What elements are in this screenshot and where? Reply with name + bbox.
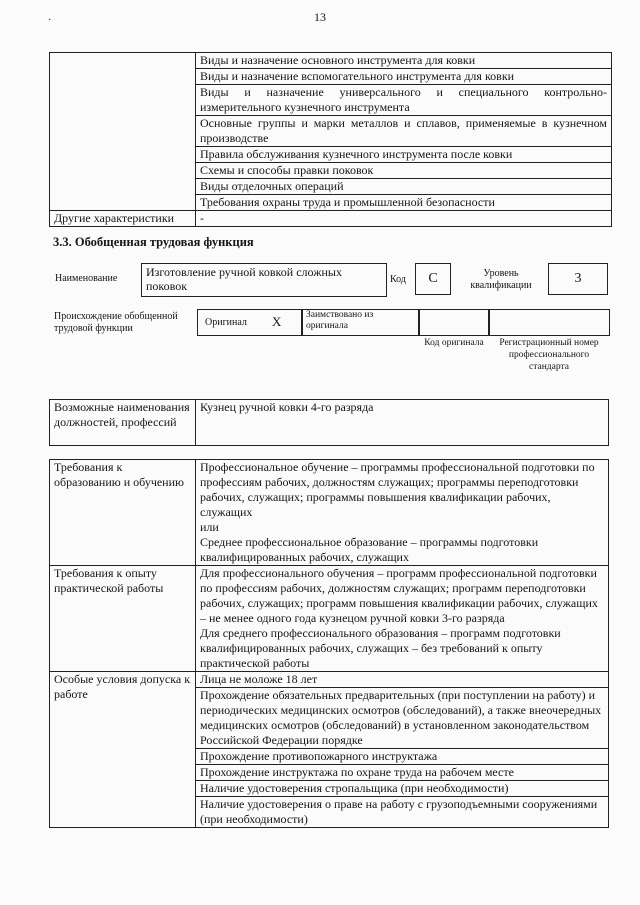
- list-item: Виды отделочных операций: [196, 179, 612, 195]
- reg-number-cell: [488, 309, 610, 336]
- positions-table: [49, 399, 609, 446]
- experience-label: Требования к опыту практической работы: [50, 566, 196, 672]
- list-item: Виды и назначение вспомогательного инструмента для ковки: [196, 69, 612, 85]
- list-item: Прохождение противопожарного инструктажа: [196, 749, 609, 765]
- list-item: Виды и назначение основного инструмента для ковки: [196, 53, 612, 69]
- original-cell: [197, 309, 303, 336]
- list-item: Требования охраны труда и промышленной безопасности: [196, 195, 612, 211]
- table-row: [50, 566, 609, 672]
- positions-label: Возможные наименования должностей, профессий: [50, 400, 196, 446]
- list-item: Основные группы и марки металлов и сплавов, применяемые в кузнечном производстве: [196, 116, 612, 147]
- code-label: Код: [390, 274, 406, 285]
- other-characteristics-label: Другие характеристики: [50, 211, 196, 227]
- page-number: 13: [314, 10, 326, 24]
- table-row: [50, 460, 609, 566]
- borrowed-label: Заимствовано из оригинала: [306, 310, 374, 331]
- list-item: Прохождение инструктажа по охране труда на рабочем месте: [196, 765, 609, 781]
- special-conditions-label: Особые условия допуска к работе: [50, 672, 196, 828]
- function-code-value: C: [415, 263, 451, 295]
- table-row: [50, 400, 609, 446]
- other-characteristics-value: -: [196, 211, 612, 227]
- table-row: [50, 53, 612, 69]
- positions-value: Кузнец ручной ковки 4-го разряда: [196, 400, 609, 446]
- knowledge-table: [49, 52, 612, 227]
- reg-number-caption: Регистрационный номер профессионального стандарта: [499, 338, 599, 372]
- function-name-value: Изготовление ручной ковкой сложных поковок: [141, 263, 387, 297]
- original-code-cell: [418, 309, 490, 336]
- list-item: Лица не моложе 18 лет: [196, 672, 609, 688]
- list-item: Наличие удостоверения о праве на работу с грузоподъемными сооружениями (при необходимости): [196, 797, 609, 828]
- borrowed-cell: [301, 309, 420, 336]
- level-label: Уровень квалификации: [470, 268, 532, 291]
- original-label: Оригинал: [205, 317, 247, 328]
- list-item: Наличие удостоверения стропальщика (при необходимости): [196, 781, 609, 797]
- table-row: [50, 211, 612, 227]
- empty-label-cell: [50, 53, 196, 211]
- list-item: Виды и назначение универсального и специального контрольно-измерительного кузнечного инструмента: [196, 85, 612, 116]
- list-item: Схемы и способы правки поковок: [196, 163, 612, 179]
- list-item: Правила обслуживания кузнечного инструмента после ковки: [196, 147, 612, 163]
- requirements-table: [49, 459, 609, 828]
- section-title: 3.3. Обобщенная трудовая функция: [53, 235, 254, 249]
- original-code-caption: Код оригинала: [424, 338, 484, 348]
- origin-label: Происхождение обобщенной трудовой функции: [54, 311, 178, 334]
- original-mark: X: [272, 314, 282, 329]
- list-item: Прохождение обязательных предварительных (при поступлении на работу) и периодических медицинских осмотров (обследований), а также внеочередных медицинских осмотров (обследований) в установленном законодательством Российской Федерации порядке: [196, 688, 609, 749]
- education-label: Требования к образованию и обучению: [50, 460, 196, 566]
- education-value: Профессиональное обучение – программы профессиональной подготовки по профессиям рабочих, должностям служащих; программы переподготовки рабочих, служащих; программы повышения квалификации рабочих, служащих или Среднее профессиональное образование – программы подготовки квалифицированных рабочих, служащих: [196, 460, 609, 566]
- table-row: [50, 672, 609, 688]
- level-value: 3: [548, 263, 608, 295]
- name-label: Наименование: [55, 273, 118, 284]
- scan-mark: ·: [48, 15, 52, 26]
- experience-value: Для профессионального обучения – программ профессиональной подготовки по профессиям рабочих, должностям служащих; программ переподготовки рабочих, служащих; программ повышения квалификации рабочих, служащих – не менее одного года кузнецом ручной ковки 3-го разряда Для среднего профессионального образования – программ подготовки квалифицированных рабочих, служащих – без требований к опыту практической работы: [196, 566, 609, 672]
